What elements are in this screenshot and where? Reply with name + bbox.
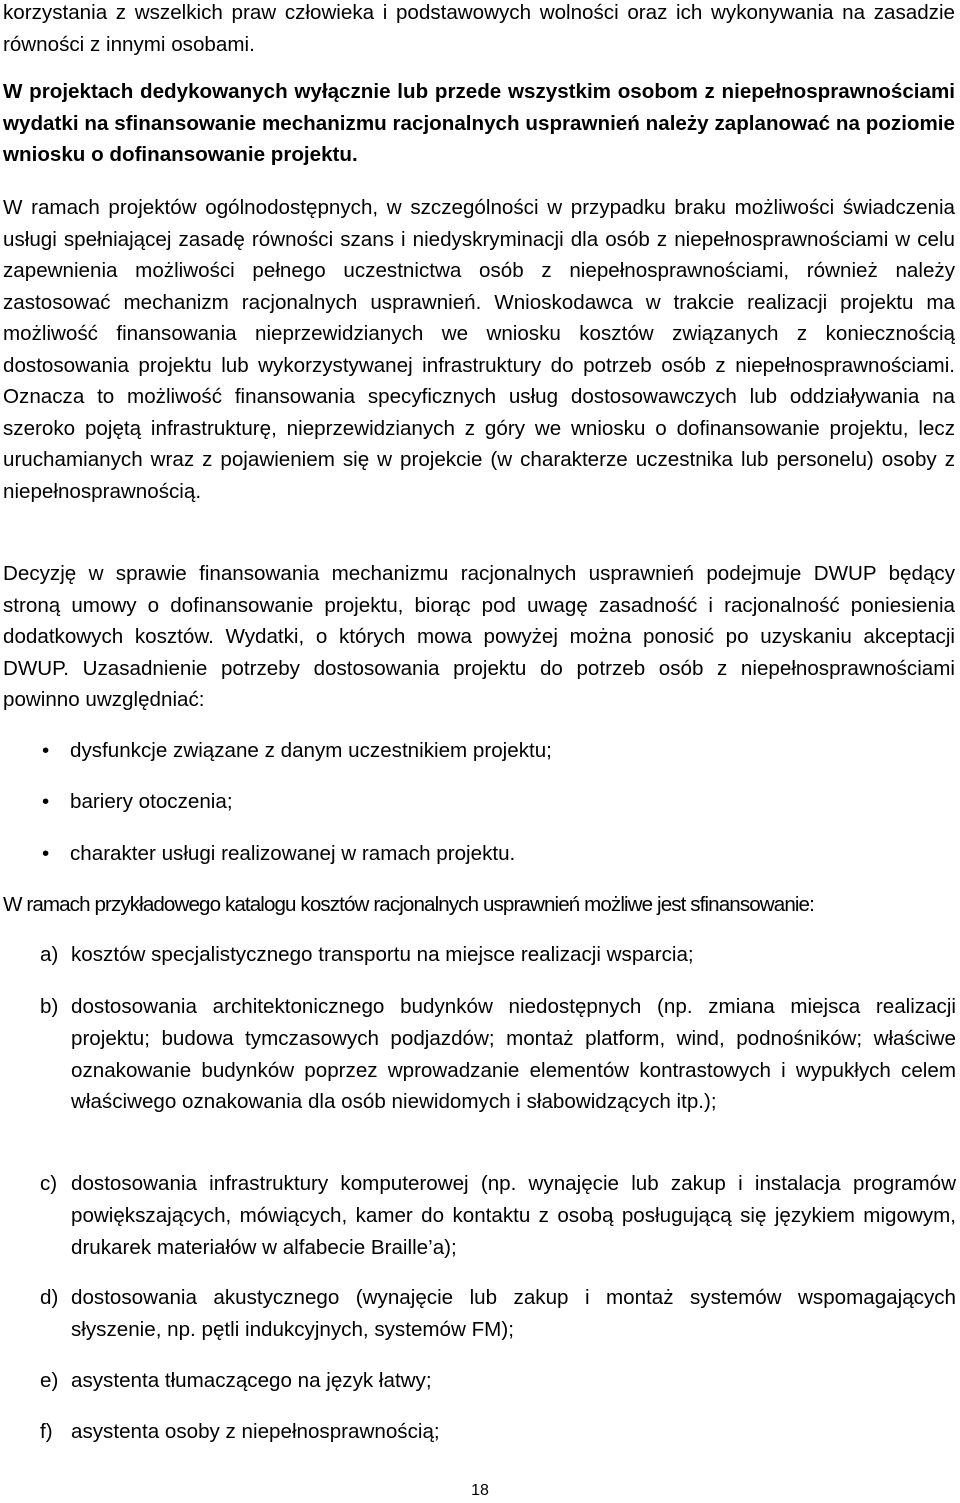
bullet-text: dysfunkcje związane z danym uczestnikiem projektu; bbox=[70, 739, 552, 762]
list-letter: a) bbox=[40, 943, 59, 966]
list-text: dostosowania architektonicznego budynków niedostępnych (np. zmiana miejsca realizacji projektu; budowa tymczasowych podjazdów; montaż platform, wind, podnośników; właściwe oznakowanie budynków poprzez wprowadzanie elementów kontrastowych i wypukłych celem właściwego oznakowania dla osób niewidomych i słabowidzących itp.); bbox=[71, 995, 956, 1114]
paragraph-dedicated-projects: W projektach dedykowanych wyłącznie lub przede wszystkim osobom z niepełnosprawnościami wydatki na sfinansowanie mechanizmu racjonalnych usprawnień należy zaplanować na poziomie wniosku o dofinansowanie projektu. bbox=[3, 80, 955, 166]
paragraph-intro-continuation: korzystania z wszelkich praw człowieka i podstawowych wolności oraz ich wykonywania na zasadzie równości z innymi osobami. bbox=[3, 1, 955, 56]
list-text: asystenta osoby z niepełnosprawnością; bbox=[71, 1420, 440, 1443]
bullet-text: bariery otoczenia; bbox=[70, 790, 233, 813]
paragraph-dwup-decision: Decyzję w sprawie finansowania mechanizmu racjonalnych usprawnień podejmuje DWUP będący stroną umowy o dofinansowanie projektu, biorąc pod uwagę zasadność i racjonalność poniesienia dodatkowych kosztów. Wydatki, o których mowa powyżej można ponosić po uzyskaniu akceptacji DWUP. Uzasadnienie potrzeby dostosowania projektu do potrzeb osób z niepełnosprawnościami powinno uwzględniać: bbox=[3, 562, 955, 711]
list-text: dostosowania infrastruktury komputerowej (np. wynajęcie lub zakup i instalacja programów powiększających, mówiących, kamer do kontaktu z osobą posługującą się językiem migowym, drukarek materiałów w alfabecie Braille’a); bbox=[71, 1172, 956, 1259]
bullet-marker: • bbox=[42, 790, 50, 813]
bullet-text: charakter usługi realizowanej w ramach projektu. bbox=[70, 842, 516, 865]
page-number: 18 bbox=[471, 1482, 489, 1499]
list-text: dostosowania akustycznego (wynajęcie lub zakup i montaż systemów wspomagających słyszenie, np. pętli indukcyjnych, systemów FM); bbox=[71, 1286, 956, 1341]
list-letter: b) bbox=[40, 995, 59, 1018]
list-letter: e) bbox=[40, 1369, 59, 1392]
list-letter: d) bbox=[40, 1286, 59, 1309]
paragraph-cost-catalog-intro: W ramach przykładowego katalogu kosztów racjonalnych usprawnień możliwe jest sfinansowanie: bbox=[3, 893, 814, 916]
list-text: asystenta tłumaczącego na język łatwy; bbox=[71, 1369, 432, 1392]
bullet-marker: • bbox=[42, 842, 50, 865]
list-item bbox=[0, 735, 900, 767]
bullet-marker: • bbox=[42, 739, 50, 762]
list-text: kosztów specjalistycznego transportu na miejsce realizacji wsparcia; bbox=[71, 943, 694, 966]
list-item bbox=[0, 786, 900, 818]
paragraph-general-projects: W ramach projektów ogólnodostępnych, w szczególności w przypadku braku możliwości świadczenia usługi spełniającej zasadę równości szans i niedyskryminacji dla osób z niepełnosprawnościami w celu zapewnienia możliwości pełnego uczestnictwa osób z niepełnosprawnościami, również należy zastosować mechanizm racjonalnych usprawnień. Wnioskodawca w trakcie realizacji projektu ma możliwość finansowania nieprzewidzianych we wniosku kosztów związanych z koniecznością dostosowania projektu lub wykorzystywanej infrastruktury do potrzeb osób z niepełnosprawnościami. Oznacza to możliwość finansowania specyficznych usług dostosowawczych lub oddziaływania na szeroko pojętą infrastrukturę, nieprzewidzianych z góry we wniosku o dofinansowanie projektu, lecz uruchamianych wraz z pojawieniem się w projekcie (w charakterze uczestnika lub personelu) osoby z niepełnosprawnością. bbox=[3, 196, 955, 503]
list-letter: f) bbox=[40, 1420, 53, 1443]
list-letter: c) bbox=[40, 1172, 58, 1195]
list-item bbox=[0, 838, 900, 870]
